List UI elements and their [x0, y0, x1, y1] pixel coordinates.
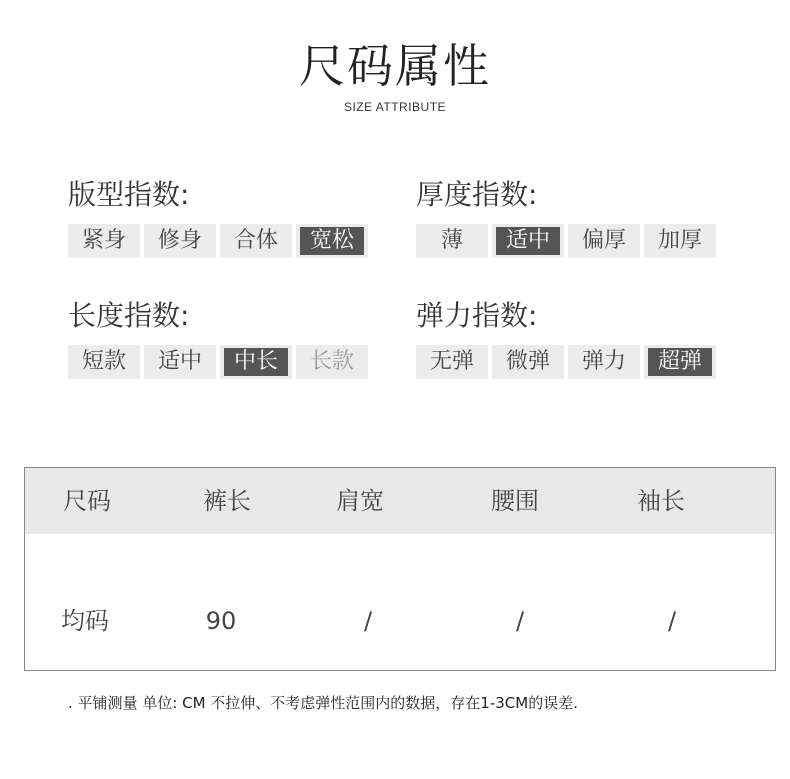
fit-option-regular: 合体: [220, 224, 292, 258]
page-subtitle: SIZE ATTRIBUTE: [343, 100, 447, 114]
length-option-medium: 适中: [144, 345, 216, 379]
length-option-mid-long-label: 中长: [224, 348, 288, 376]
elasticity-index-group: [416, 299, 726, 379]
length-option-mid-long-selected: [220, 345, 292, 379]
table-header-row: [25, 468, 775, 534]
fit-option-tight: 紧身: [68, 224, 140, 258]
table-header-cell: 尺码: [63, 487, 111, 515]
elasticity-option-super-selected: [644, 345, 716, 379]
thickness-index-group: [416, 178, 726, 258]
length-index-group: [68, 299, 378, 379]
fit-index-group: [68, 178, 378, 258]
length-index-options: [68, 345, 378, 379]
table-header-cell: 肩宽: [336, 487, 384, 515]
thickness-index-label: 厚度指数:: [416, 178, 538, 211]
elasticity-option-none: 无弹: [416, 345, 488, 379]
table-cell: /: [667, 607, 677, 635]
elasticity-index-label: 弹力指数:: [416, 299, 538, 332]
table-row: [25, 534, 775, 670]
fit-option-loose-selected: [296, 224, 368, 258]
thickness-option-medium-selected: [492, 224, 564, 258]
fit-option-loose-label: 宽松: [300, 227, 364, 255]
table-header-cell: 腰围: [491, 487, 539, 515]
elasticity-option-slight: 微弹: [492, 345, 564, 379]
elasticity-index-options: [416, 345, 726, 379]
fit-index-options: [68, 224, 378, 258]
length-option-short: 短款: [68, 345, 140, 379]
fit-option-slim: 修身: [144, 224, 216, 258]
thickness-option-medium-label: 适中: [496, 227, 560, 255]
length-index-label: 长度指数:: [68, 299, 190, 332]
table-cell: /: [363, 607, 373, 635]
elasticity-option-stretch: 弹力: [568, 345, 640, 379]
table-cell: 均码: [61, 607, 109, 635]
thickness-index-options: [416, 224, 726, 258]
length-option-long: 长款: [296, 345, 368, 379]
size-table: [24, 467, 776, 671]
table-header-cell: 袖长: [637, 487, 685, 515]
elasticity-option-super-label: 超弹: [648, 348, 712, 376]
page-title: 尺码属性: [299, 39, 491, 93]
thickness-option-thin: 薄: [416, 224, 488, 258]
table-header-cell: 裤长: [203, 487, 251, 515]
fit-index-label: 版型指数:: [68, 178, 190, 211]
table-cell: 90: [205, 607, 237, 635]
thickness-option-extra-thick: 加厚: [644, 224, 716, 258]
measurement-note: . 平铺测量 单位: CM 不拉伸、不考虑弹性范围内的数据，存在1-3CM的误差.: [68, 694, 578, 712]
table-cell: /: [515, 607, 525, 635]
thickness-option-thick: 偏厚: [568, 224, 640, 258]
